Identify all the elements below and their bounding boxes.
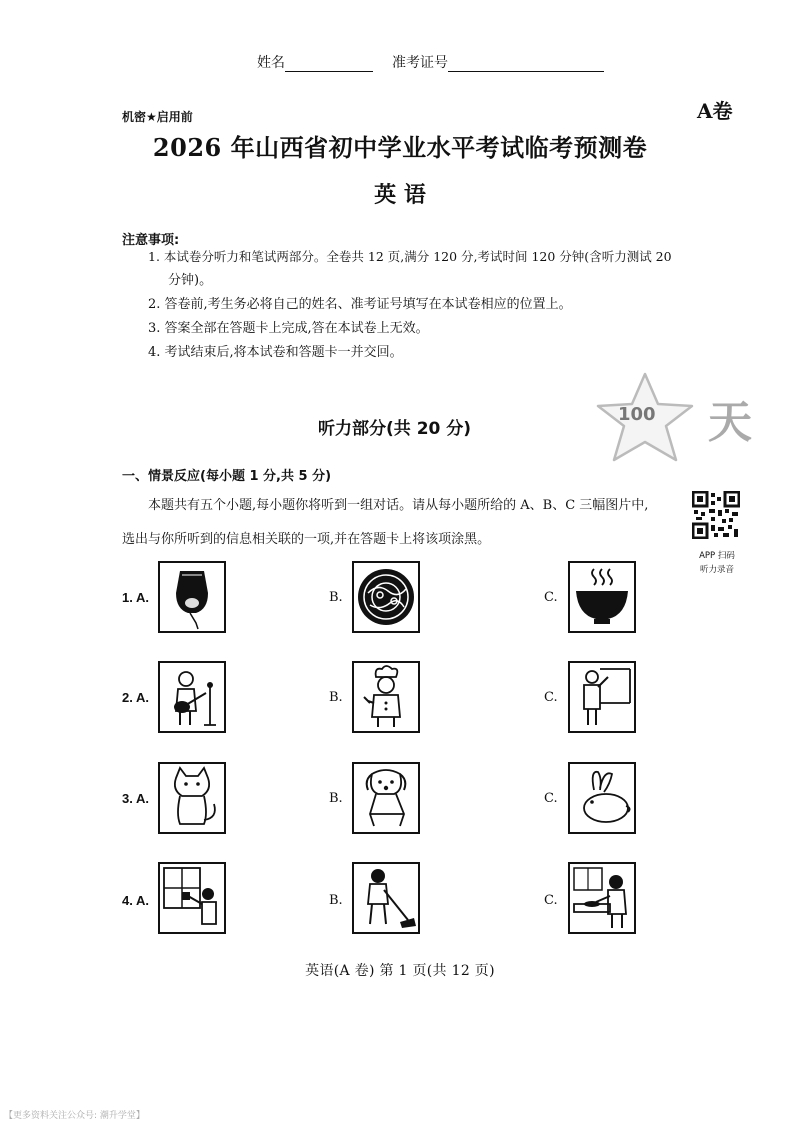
qr-caption-2: 听力录音 — [699, 565, 734, 575]
qr-code-icon[interactable] — [692, 491, 740, 539]
question-2-label: 2. A. — [122, 690, 149, 705]
question-1-option-b[interactable] — [352, 561, 420, 633]
question-4-label: 4. A. — [122, 893, 149, 908]
question-3-option-a[interactable] — [158, 762, 226, 834]
question-3-b-label: B. — [329, 791, 343, 806]
stamp-number: 100 — [618, 404, 656, 425]
secret-label: 机密★启用前 — [122, 110, 193, 124]
question-4-b-label: B. — [329, 893, 343, 908]
section1-instruction-1: 本题共有五个小题,每小题你将听到一组对话。请从每小题所给的 A、B、C 三幅图片中, — [148, 498, 649, 513]
wash-dishes-icon — [570, 864, 634, 932]
question-4-option-b[interactable] — [352, 862, 420, 934]
question-3-option-c[interactable] — [568, 762, 636, 834]
clean-window-icon — [160, 864, 224, 932]
question-1-option-a[interactable] — [158, 561, 226, 633]
dog-icon — [354, 764, 418, 832]
name-field — [257, 52, 373, 72]
question-1-b-label: B. — [329, 590, 343, 605]
stamp-char: 天 — [708, 397, 752, 448]
rabbit-icon — [570, 764, 634, 832]
singer-icon — [160, 663, 224, 731]
name-blank — [285, 55, 373, 72]
soup-bowl-icon — [570, 563, 634, 631]
exam-id-blank — [448, 55, 604, 72]
question-4-option-c[interactable] — [568, 862, 636, 934]
question-2-b-label: B. — [329, 690, 343, 705]
listening-title: 听力部分(共 20 分) — [318, 419, 472, 439]
hundred-days-stamp — [590, 368, 770, 468]
sweep-floor-icon — [354, 864, 418, 932]
question-3-option-b[interactable] — [352, 762, 420, 834]
teacher-icon — [570, 663, 634, 731]
question-1-option-c[interactable] — [568, 561, 636, 633]
section1-instruction-2: 选出与你所听到的信息相关联的一项,并在答题卡上将该项涂黑。 — [122, 532, 491, 547]
question-3-c-label: C. — [544, 791, 558, 806]
paper-cut-icon — [354, 563, 418, 631]
page-info: 英语(A 卷) 第 1 页(共 12 页) — [305, 963, 495, 979]
question-2-option-b[interactable] — [352, 661, 420, 733]
exam-id-label: 准考证号 — [392, 55, 448, 71]
section1-heading: 一、情景反应(每小题 1 分,共 5 分) — [122, 469, 332, 484]
question-1-c-label: C. — [544, 590, 558, 605]
question-2-c-label: C. — [544, 690, 558, 705]
notice-item-1: 1. 本试卷分听力和笔试两部分。全卷共 12 页,满分 120 分,考试时间 120 分钟(含听力测试 20 — [148, 249, 672, 264]
notice-item-3: 3. 答案全部在答题卡上完成,答在本试卷上无效。 — [148, 321, 429, 336]
question-4-option-a[interactable] — [158, 862, 226, 934]
notice-item-1-cont: 分钟)。 — [168, 273, 213, 288]
chef-icon — [354, 663, 418, 731]
question-4-c-label: C. — [544, 893, 558, 908]
notice-heading: 注意事项: — [122, 233, 180, 248]
cat-icon — [160, 764, 224, 832]
lantern-icon — [160, 563, 224, 631]
question-2-option-a[interactable] — [158, 661, 226, 733]
subject-title: 英 语 — [374, 182, 426, 208]
qr-caption-1: APP 扫码 — [699, 551, 735, 561]
watermark: 【更多资料关注公众号: 潮升学堂】 — [4, 1111, 145, 1121]
exam-id-field — [392, 52, 604, 72]
question-3-label: 3. A. — [122, 791, 149, 806]
notice-item-2: 2. 答卷前,考生务必将自己的姓名、准考证号填写在本试卷相应的位置上。 — [148, 297, 572, 312]
paper-type-badge: A卷 — [697, 99, 733, 123]
question-2-option-c[interactable] — [568, 661, 636, 733]
name-label: 姓名 — [257, 55, 285, 71]
notice-item-4: 4. 考试结束后,将本试卷和答题卡一并交回。 — [148, 345, 403, 360]
question-1-label: 1. A. — [122, 590, 149, 605]
exam-title: 2026 年山西省初中学业水平考试临考预测卷 — [152, 133, 648, 162]
